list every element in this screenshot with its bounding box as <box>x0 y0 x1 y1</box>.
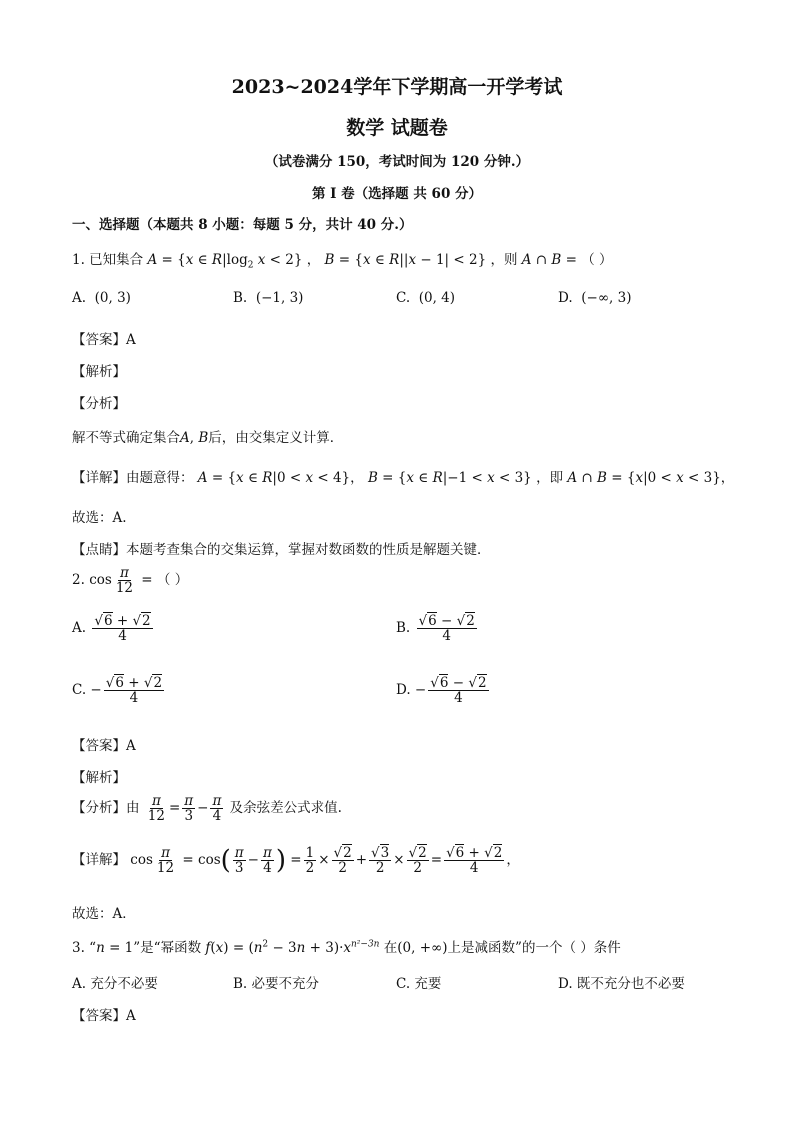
q2-fenxi: 【分析】由 $\frac{\pi}{12}$ = $\frac{\pi}{3}$ − $\frac{\pi}{4}$ 及余弦差公式求值. <box>72 793 342 825</box>
q3-stem: 3. “n = 1”是“幂函数 $f(x) = (n^2 - 3n + 3)\cdot x^{n^2-3n}$ 在(0, +∞)上是减函数”的一个（ ）条件 <box>72 939 621 956</box>
q1-option-a[interactable]: A. (0, 3) <box>72 290 131 306</box>
q2-option-a[interactable]: A. $\frac{√6 + √2}{4}$ <box>72 613 151 645</box>
q2-answer: 【答案】A <box>72 738 136 754</box>
q1-choose: 故选：A. <box>72 510 127 526</box>
q1-stem: 1. 已知集合 A = {x ∈ $R|\log_2$ x < 2} ， B = {x ∈ R||x − 1| < 2} ，则 A ∩ B = （ ） <box>72 252 613 271</box>
q1-detail: 【详解】由题意得： A = {x ∈ R|0 < x < 4}， B = {x ∈ R|−1 < x < 3} ，即 A ∩ B = {x|0 < x < 3}， <box>72 470 735 486</box>
q3-answer: 【答案】A <box>72 1008 136 1024</box>
q2-stem: 2. cos $\frac{\pi}{12}$ = （ ） <box>72 565 189 597</box>
q1-set-b: B <box>324 252 335 268</box>
q3-option-c[interactable]: C. 充要 <box>396 976 442 992</box>
q1-fenxi-text: 解不等式确定集合A, B后，由交集定义计算． <box>72 430 344 446</box>
q3-option-d[interactable]: D. 既不充分也不必要 <box>558 976 685 992</box>
q2-option-d[interactable]: D. − $\frac{√6 - √2}{4}$ <box>396 675 487 707</box>
section-title: 一、选择题（本题共 8 小题：每题 5 分，共计 40 分.） <box>72 217 413 233</box>
q2-option-b[interactable]: B. $\frac{√6 - √2}{4}$ <box>396 613 475 645</box>
q1-analysis-title: 【解析】 <box>72 364 126 380</box>
q1-option-c[interactable]: C. (0, 4) <box>396 290 456 306</box>
q1-comment: 【点睛】本题考查集合的交集运算，掌握对数函数的性质是解题关键． <box>72 542 491 558</box>
q1-option-b[interactable]: B. (−1, 3) <box>233 290 304 306</box>
exam-title: 2023~2024学年下学期高一开学考试 <box>231 76 563 98</box>
q2-option-c[interactable]: C. − $\frac{√6 + √2}{4}$ <box>72 675 163 707</box>
q1-answer: 【答案】A <box>72 332 136 348</box>
q2-choose: 故选：A． <box>72 906 136 922</box>
q3-option-a[interactable]: A. 充分不必要 <box>72 976 158 992</box>
exam-note: （试卷满分 150，考试时间为 120 分钟.） <box>264 154 530 170</box>
q3-option-b[interactable]: B. 必要不充分 <box>233 976 320 992</box>
q2-analysis-title: 【解析】 <box>72 770 126 786</box>
q2-detail: 【详解】 cos $\frac{\pi}{12}$ = cos( $\frac{\pi}{3}$ − $\frac{\pi}{4}$ ) = $\frac{1}{2}$ × $\frac{√2}{2}$ + $\frac{√3}{2}$ × $\frac{√2}{2}$ = $\frac{√6 + √2}{4}$ ， <box>72 845 520 877</box>
q1-tail: ，则 <box>490 252 518 268</box>
q1-fenxi-title: 【分析】 <box>72 396 126 412</box>
q1-paren: （ ） <box>581 252 613 268</box>
exam-part: 第 I 卷（选择题 共 60 分） <box>311 186 483 202</box>
exam-subtitle: 数学 试题卷 <box>346 117 448 139</box>
q1-option-d[interactable]: D. (−∞, 3) <box>558 290 632 306</box>
q1-prefix: 1. 已知集合 <box>72 252 144 268</box>
q1-set-a: A <box>147 252 158 268</box>
